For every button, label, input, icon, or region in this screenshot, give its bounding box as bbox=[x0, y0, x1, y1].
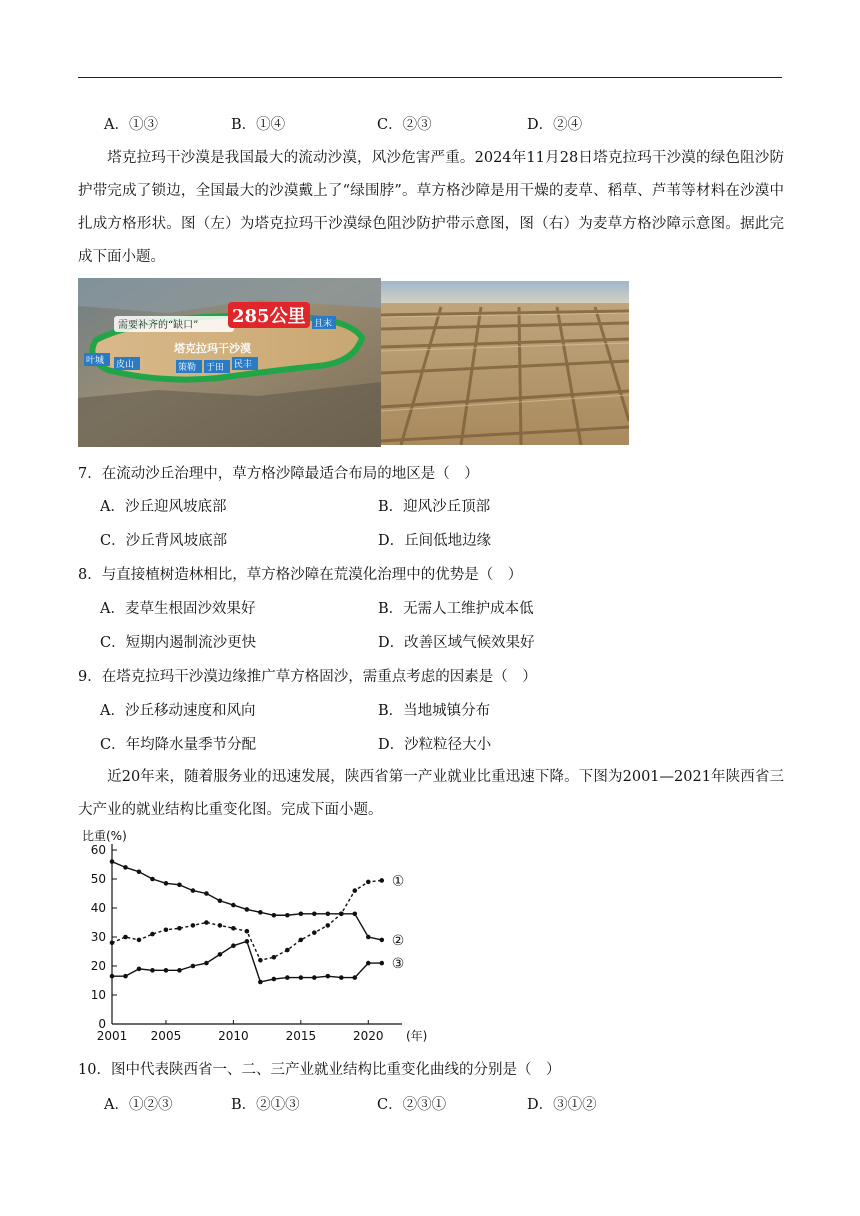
series-2-point bbox=[110, 859, 115, 864]
place-minfeng: 民丰 bbox=[234, 360, 253, 370]
series-3-point bbox=[123, 974, 128, 979]
x-tick-label: 2010 bbox=[218, 1029, 249, 1043]
series-1-point bbox=[352, 888, 357, 893]
series-1-point bbox=[137, 938, 142, 943]
series-1-point bbox=[177, 926, 182, 931]
series-2-point bbox=[164, 881, 169, 886]
straw-checkerboard-svg bbox=[381, 281, 629, 445]
q7-option-d: D．丘间低地边缘 bbox=[378, 533, 492, 549]
series-2-point bbox=[123, 865, 128, 870]
series-3-point bbox=[352, 975, 357, 980]
series-3-point bbox=[245, 939, 250, 944]
series-1-point bbox=[379, 878, 384, 883]
question-8-stem: 8．与直接植树造林相比，草方格沙障在荒漠化治理中的优势是（ ） bbox=[78, 567, 523, 583]
series-2-point bbox=[177, 883, 182, 888]
series-3-point bbox=[204, 961, 209, 966]
series-1-point bbox=[326, 923, 331, 928]
question-9-stem: 9．在塔克拉玛干沙漠边缘推广草方格固沙，需重点考虑的因素是（ ） bbox=[78, 669, 537, 685]
place-yecheng: 叶城 bbox=[86, 356, 105, 366]
series-2-point bbox=[272, 913, 277, 918]
option-c: C．②③ bbox=[377, 117, 432, 133]
series-1-point bbox=[204, 920, 209, 925]
y-tick-label: 20 bbox=[90, 959, 106, 973]
y-tick-label: 30 bbox=[90, 930, 106, 944]
series-3-point bbox=[231, 943, 236, 948]
series-2-point bbox=[191, 888, 196, 893]
option-a: A．①③ bbox=[104, 117, 158, 133]
series-label-2: ② bbox=[391, 932, 405, 949]
series-1-point bbox=[285, 948, 290, 953]
series-1-point bbox=[150, 932, 155, 937]
series-1-point bbox=[123, 935, 128, 940]
series-2-point bbox=[285, 913, 290, 918]
straw-checkerboard-photo bbox=[381, 281, 629, 445]
option-b: B．①④ bbox=[231, 117, 286, 133]
x-tick-label: 2020 bbox=[353, 1029, 384, 1043]
taklamakan-map-svg bbox=[78, 278, 381, 447]
series-3-point bbox=[312, 975, 317, 980]
series-3-point bbox=[272, 977, 277, 982]
series-3-point bbox=[326, 974, 331, 979]
intro-paragraph-taklamakan: 塔克拉玛干沙漠是我国最大的流动沙漠，风沙危害严重。2024年11月28日塔克拉玛干沙漠的绿色阻沙防护带完成了锁边，全国最大的沙漠戴上了“绿围脖”。草方格沙障是用干燥的麦草、稻草、芦苇等材料在沙漠中扎成方格形状。图（左）为塔克拉玛干沙漠绿色阻沙防护带示意图，图（右）为麦草方格沙障示意图。据此完成下面小题。 bbox=[78, 150, 784, 265]
y-tick-label: 60 bbox=[90, 843, 106, 857]
place-yutian: 于田 bbox=[206, 363, 225, 373]
series-2-point bbox=[352, 912, 357, 917]
q7-option-c: C．沙丘背风坡底部 bbox=[100, 533, 228, 549]
series-3-point bbox=[339, 975, 344, 980]
series-3-point bbox=[366, 961, 371, 966]
series-line-1 bbox=[112, 880, 382, 960]
q9-option-a: A．沙丘移动速度和风向 bbox=[100, 703, 256, 719]
series-1-point bbox=[312, 930, 317, 935]
option-d: D．②④ bbox=[527, 117, 583, 133]
series-1-point bbox=[258, 958, 263, 963]
intro-paragraph-shaanxi: 近20年来，随着服务业的迅速发展，陕西省第一产业就业比重迅速下降。下图为2001—2021年陕西省三大产业的就业结构比重变化图。完成下面小题。 bbox=[78, 769, 784, 818]
employment-chart-svg bbox=[70, 824, 430, 1050]
place-pishan: 皮山 bbox=[116, 360, 135, 370]
q9-option-b: B．当地城镇分布 bbox=[378, 703, 491, 719]
series-2-point bbox=[204, 891, 209, 896]
series-2-point bbox=[379, 938, 384, 943]
banner-prefix: 需要补齐的“缺口” bbox=[118, 320, 199, 331]
series-2-point bbox=[137, 869, 142, 874]
series-2-point bbox=[258, 910, 263, 915]
series-1-point bbox=[366, 880, 371, 885]
series-label-1: ① bbox=[391, 873, 405, 890]
q10-option-a: A．①②③ bbox=[104, 1097, 173, 1113]
x-tick-label: 2005 bbox=[150, 1029, 182, 1043]
series-1-point bbox=[218, 923, 223, 928]
series-1-point bbox=[299, 938, 304, 943]
series-2-point bbox=[218, 898, 223, 903]
q8-option-c: C．短期内遏制流沙更快 bbox=[100, 635, 257, 651]
series-2-point bbox=[339, 912, 344, 917]
q10-option-c: C．②③① bbox=[377, 1097, 447, 1113]
series-3-point bbox=[150, 968, 155, 973]
q7-option-b: B．迎风沙丘顶部 bbox=[378, 499, 491, 515]
place-cele: 策勒 bbox=[178, 363, 197, 373]
place-qiemo: 且末 bbox=[314, 319, 333, 329]
q10-option-d: D．③①② bbox=[527, 1097, 597, 1113]
q8-option-d: D．改善区域气候效果好 bbox=[378, 635, 535, 651]
series-3-point bbox=[299, 975, 304, 980]
series-2-point bbox=[326, 912, 331, 917]
q10-option-b: B．②①③ bbox=[231, 1097, 300, 1113]
y-tick-label: 10 bbox=[90, 988, 106, 1002]
desert-label: 塔克拉玛干沙漠 bbox=[174, 342, 251, 355]
series-3-point bbox=[285, 975, 290, 980]
series-2-point bbox=[312, 912, 317, 917]
employment-chart bbox=[70, 824, 430, 1050]
series-3-point bbox=[379, 961, 384, 966]
chart-ylabel: 比重(%) bbox=[82, 829, 127, 843]
y-tick-label: 40 bbox=[90, 901, 106, 915]
x-tick-label: 2001 bbox=[96, 1029, 128, 1043]
series-label-3: ③ bbox=[391, 956, 405, 973]
series-1-point bbox=[245, 929, 250, 934]
banner-number: 285公里 bbox=[232, 306, 306, 327]
chart-xlabel: (年) bbox=[406, 1029, 428, 1043]
series-2-point bbox=[150, 877, 155, 882]
header-rule bbox=[78, 77, 782, 78]
series-3-point bbox=[110, 974, 115, 979]
series-3-point bbox=[164, 968, 169, 973]
series-1-point bbox=[231, 926, 236, 931]
series-1-point bbox=[164, 927, 169, 932]
series-line-2 bbox=[112, 862, 382, 940]
series-2-point bbox=[299, 912, 304, 917]
q9-option-d: D．沙粒粒径大小 bbox=[378, 737, 492, 753]
x-tick-label: 2015 bbox=[285, 1029, 317, 1043]
question-7-stem: 7．在流动沙丘治理中，草方格沙障最适合布局的地区是（ ） bbox=[78, 466, 479, 482]
series-1-point bbox=[110, 941, 115, 946]
q7-option-a: A．沙丘迎风坡底部 bbox=[100, 499, 227, 515]
series-3-point bbox=[258, 980, 263, 985]
q8-option-b: B．无需人工维护成本低 bbox=[378, 601, 534, 617]
question-10-stem: 10．图中代表陕西省一、二、三产业就业结构比重变化曲线的分别是（ ） bbox=[78, 1062, 561, 1078]
q8-option-a: A．麦草生根固沙效果好 bbox=[100, 601, 256, 617]
series-2-point bbox=[231, 903, 236, 908]
series-1-point bbox=[191, 923, 196, 928]
series-3-point bbox=[137, 967, 142, 972]
series-3-point bbox=[177, 968, 182, 973]
y-tick-label: 0 bbox=[98, 1017, 106, 1031]
series-2-point bbox=[366, 935, 371, 940]
series-2-point bbox=[245, 907, 250, 912]
series-1-point bbox=[272, 955, 277, 960]
series-3-point bbox=[218, 952, 223, 957]
taklamakan-map-figure bbox=[78, 278, 381, 447]
q9-option-c: C．年均降水量季节分配 bbox=[100, 737, 257, 753]
y-tick-label: 50 bbox=[90, 872, 106, 886]
series-3-point bbox=[191, 964, 196, 969]
